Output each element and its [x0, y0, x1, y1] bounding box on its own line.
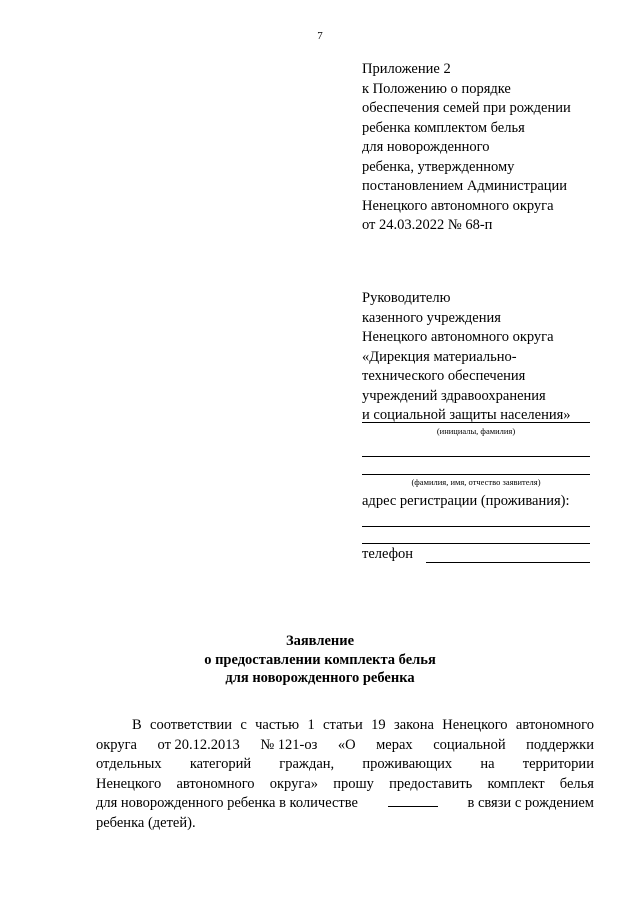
initials-caption: (инициалы, фамилия): [436, 426, 516, 436]
body-word: с: [240, 717, 247, 733]
body-line-2: [96, 736, 594, 756]
body-word: В: [132, 717, 142, 733]
appendix-line: для новорожденного: [362, 139, 490, 155]
addressee-line: технического обеспечения: [362, 368, 526, 384]
address-fill-line[interactable]: [362, 543, 590, 544]
body-word: Ненецкого: [442, 717, 508, 733]
application-body: [96, 716, 594, 833]
body-word: 19: [371, 717, 386, 733]
body-word: поддержки: [526, 736, 594, 753]
body-word: закона: [394, 717, 434, 733]
body-word: отдельных: [96, 756, 162, 772]
appendix-line: от 24.03.2022 № 68-п: [362, 217, 493, 233]
addressee-block: [362, 289, 571, 426]
document-title: [0, 632, 640, 688]
addressee-line: казенного учреждения: [362, 309, 501, 326]
body-word: от 20.12.2013: [157, 736, 240, 753]
body-word: № 121-оз: [260, 736, 318, 753]
title-line: о предоставлении комплекта белья: [204, 651, 436, 668]
body-text-quantity-prefix: для новорожденного ребенка в количестве: [96, 795, 358, 811]
addressee-line: «Дирекция материально-: [362, 348, 517, 365]
body-word: комплект: [487, 775, 545, 792]
body-word: прошу: [333, 775, 374, 792]
applicant-fill-line[interactable]: [362, 456, 590, 457]
addressee-line: и социальной защиты населения»: [362, 407, 571, 423]
body-word: предоставить: [389, 775, 473, 792]
applicant-caption: (фамилия, имя, отчество заявителя): [411, 477, 541, 487]
appendix-header: [362, 60, 571, 236]
appendix-line: ребенка комплектом белья: [362, 119, 525, 136]
body-word: граждан,: [279, 756, 335, 772]
addressee-line: Ненецкого автономного округа: [362, 329, 554, 345]
addressee-line: Руководителю: [362, 290, 451, 306]
address-fill-line[interactable]: [362, 526, 590, 527]
body-word: автономного: [176, 775, 255, 792]
body-word: соответствии: [150, 717, 232, 733]
appendix-line: к Положению о порядке: [362, 80, 511, 97]
body-word: статьи: [323, 717, 363, 733]
body-word: социальной: [433, 736, 506, 753]
body-word: автономного: [515, 717, 594, 733]
body-word: 1: [307, 717, 315, 733]
body-word: мерах: [376, 736, 413, 753]
body-word: частью: [255, 717, 300, 733]
body-word: «О: [337, 736, 356, 753]
title-line: для новорожденного ребенка: [225, 670, 415, 686]
appendix-line: обеспечения семей при рождении: [362, 100, 571, 116]
page-number: 7: [317, 30, 323, 42]
phone-label: телефон: [362, 546, 414, 562]
body-line-4: [96, 775, 594, 795]
appendix-line: Ненецкого автономного округа: [362, 197, 554, 214]
address-label: адрес регистрации (проживания):: [362, 493, 570, 509]
body-line-1: [96, 716, 594, 736]
body-line-3: [96, 755, 594, 775]
body-text-quantity-suffix: в связи с рождением: [467, 795, 594, 811]
appendix-line: постановлением Администрации: [362, 178, 568, 194]
body-word: округа: [96, 736, 137, 753]
body-word: белья: [559, 775, 594, 792]
title-line: Заявление: [285, 633, 355, 649]
addressee-line: учреждений здравоохранения: [362, 387, 546, 404]
phone-fill-line[interactable]: [426, 562, 590, 563]
body-line-5: [96, 794, 594, 814]
applicant-fill-line[interactable]: [362, 474, 590, 475]
appendix-line: ребенка, утвержденному: [362, 158, 515, 175]
body-word: категорий: [189, 756, 252, 772]
body-word: территории: [522, 756, 594, 772]
body-line-6: ребенка (детей).: [96, 814, 196, 831]
quantity-blank[interactable]: [388, 794, 438, 807]
body-word: на: [480, 756, 495, 772]
initials-fill-line[interactable]: [362, 422, 590, 423]
appendix-line: Приложение 2: [362, 61, 451, 77]
body-word: округа»: [269, 775, 318, 792]
body-word: Ненецкого: [96, 775, 162, 792]
body-word: проживающих: [362, 756, 453, 772]
